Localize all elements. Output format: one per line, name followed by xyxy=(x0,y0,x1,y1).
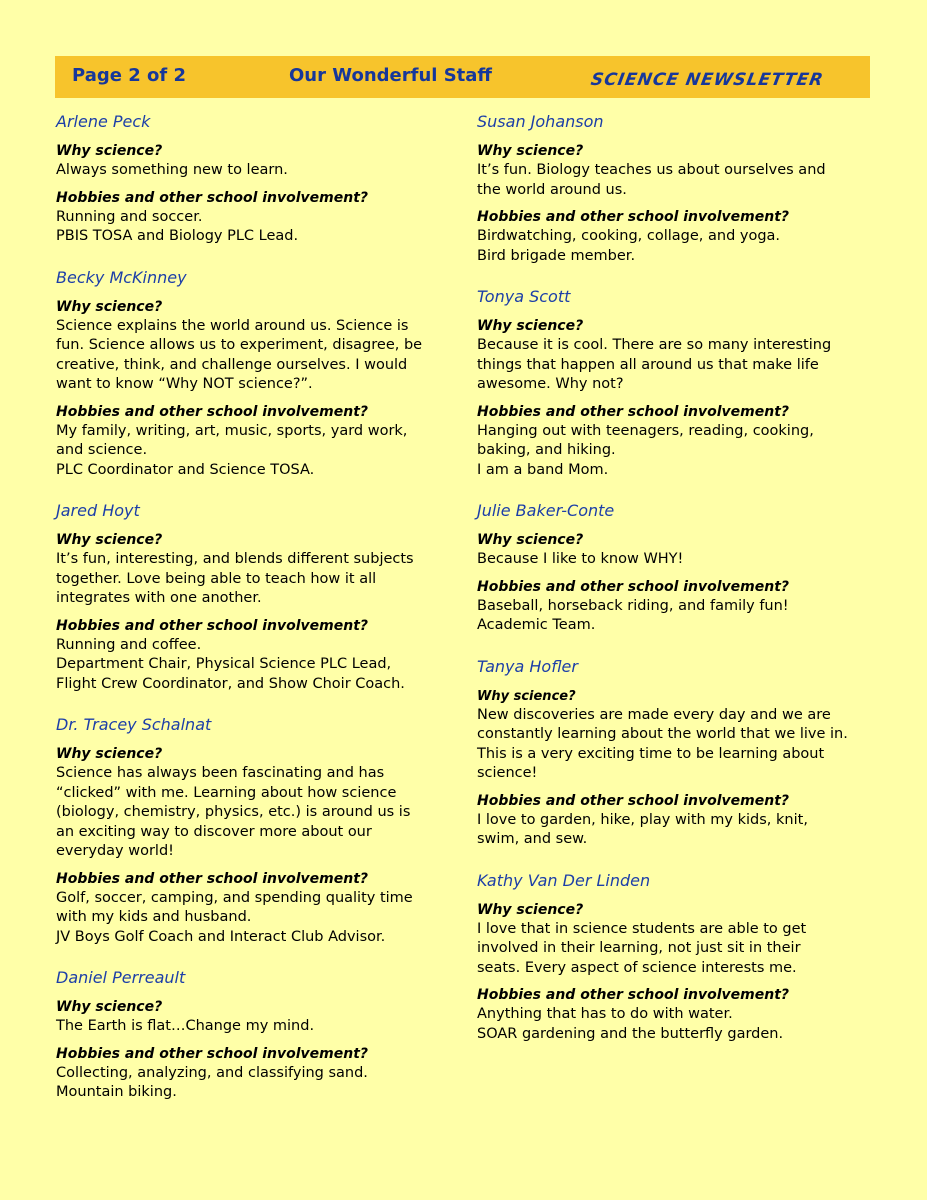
staff-name: Susan Johanson xyxy=(477,112,604,131)
answer-line: Science has always been fascinating and has xyxy=(56,765,385,781)
answer-line: Hanging out with teenagers, reading, cooking, xyxy=(477,422,814,439)
hobbies-answer xyxy=(477,227,872,266)
hobbies-answer xyxy=(56,889,456,948)
hobbies-answer xyxy=(477,1005,872,1044)
staff-name: Kathy Van Der Linden xyxy=(477,870,651,890)
answer-line: Anything that has to do with water. xyxy=(477,1006,733,1022)
hobbies-label: Hobbies and other school involvement? xyxy=(477,578,790,595)
answer-line: Golf, soccer, camping, and spending quality time xyxy=(56,889,413,906)
answer-line: Academic Team. xyxy=(477,617,596,633)
answer-line: and science. xyxy=(56,442,148,458)
hobbies-label: Hobbies and other school involvement? xyxy=(477,403,790,420)
why-science-answer xyxy=(477,161,872,200)
staff-name: Julie Baker-Conte xyxy=(477,501,615,520)
staff-entry xyxy=(56,266,456,481)
answer-line: Collecting, analyzing, and classifying sand. xyxy=(56,1064,368,1081)
why-science-label: Why science? xyxy=(477,688,576,704)
answer-line: Science explains the world around us. Science is xyxy=(56,317,409,334)
page-title: Our Wonderful Staff xyxy=(289,65,493,86)
answer-line: want to know “Why NOT science?”. xyxy=(56,376,313,392)
answer-line: I love to garden, hike, play with my kids, knit, xyxy=(477,811,808,828)
why-science-answer xyxy=(56,1017,456,1037)
answer-line: Flight Crew Coordinator, and Show Choir Coach. xyxy=(56,675,405,692)
hobbies-label: Hobbies and other school involvement? xyxy=(56,403,369,420)
answer-line: Baseball, horseback riding, and family fun! xyxy=(477,597,789,614)
answer-line: the world around us. xyxy=(477,181,627,198)
answer-line: Because it is cool. There are so many interesting xyxy=(477,337,832,353)
hobbies-label: Hobbies and other school involvement? xyxy=(477,209,790,225)
staff-entry xyxy=(56,110,456,247)
answer-line: seats. Every aspect of science interests me. xyxy=(477,959,797,976)
answer-line: integrates with one another. xyxy=(56,590,262,606)
staff-name: Jared Hoyt xyxy=(56,501,140,520)
staff-entry xyxy=(477,499,872,636)
why-science-answer xyxy=(477,550,872,570)
staff-name: Daniel Perreault xyxy=(56,968,186,987)
answer-line: Birdwatching, cooking, collage, and yoga. xyxy=(477,228,781,244)
answer-line: creative, think, and challenge ourselves. I would xyxy=(56,356,408,373)
why-science-label: Why science? xyxy=(477,901,584,918)
right-column xyxy=(477,110,872,1063)
hobbies-label: Hobbies and other school involvement? xyxy=(56,1045,369,1062)
answer-line: Department Chair, Physical Science PLC Lead, xyxy=(56,656,392,672)
hobbies-answer xyxy=(477,422,872,481)
answer-line: fun. Science allows us to experiment, disagree, be xyxy=(56,337,423,353)
staff-name: Becky McKinney xyxy=(56,267,187,287)
newsletter-brand: SCIENCE NEWSLETTER xyxy=(589,70,826,90)
staff-entry xyxy=(56,713,456,947)
answer-line: SOAR gardening and the butterfly garden. xyxy=(477,1025,784,1042)
answer-line: an exciting way to discover more about our xyxy=(56,823,372,840)
answer-line: with my kids and husband. xyxy=(56,909,252,925)
why-science-answer xyxy=(56,317,456,395)
answer-line: swim, and sew. xyxy=(477,831,588,847)
answer-line: “clicked” with me. Learning about how science xyxy=(56,784,397,801)
why-science-answer xyxy=(56,550,456,609)
answer-line: New discoveries are made every day and we are xyxy=(477,706,831,723)
hobbies-answer xyxy=(56,636,456,695)
staff-entry xyxy=(477,655,872,850)
answer-line: things that happen all around us that make life xyxy=(477,356,819,373)
answer-line: (biology, chemistry, physics, etc.) is around us is xyxy=(56,804,411,820)
staff-entry xyxy=(477,110,872,266)
hobbies-label: Hobbies and other school involvement? xyxy=(477,987,790,1003)
staff-name: Dr. Tracey Schalnat xyxy=(56,715,212,734)
answer-line: Because I like to know WHY! xyxy=(477,551,684,567)
answer-line: involved in their learning, not just sit in their xyxy=(477,940,801,956)
answer-line: awesome. Why not? xyxy=(477,376,624,392)
page-number: Page 2 of 2 xyxy=(72,65,186,86)
hobbies-answer xyxy=(56,208,456,247)
answer-line: constantly learning about the world that we live in. xyxy=(477,726,848,742)
why-science-answer xyxy=(477,336,872,395)
hobbies-answer xyxy=(477,811,872,850)
hobbies-label: Hobbies and other school involvement? xyxy=(56,617,369,634)
newsletter-header xyxy=(55,56,870,98)
answer-line: Bird brigade member. xyxy=(477,247,636,264)
why-science-label: Why science? xyxy=(56,532,163,548)
staff-name: Tanya Hofler xyxy=(477,656,578,676)
hobbies-label: Hobbies and other school involvement? xyxy=(56,870,369,887)
answer-line: science! xyxy=(477,765,538,781)
why-science-answer xyxy=(56,161,456,181)
answer-line: Always something new to learn. xyxy=(56,162,288,178)
answer-line: PLC Coordinator and Science TOSA. xyxy=(56,461,315,478)
why-science-label: Why science? xyxy=(56,999,163,1015)
staff-name: Tonya Scott xyxy=(477,287,571,306)
answer-line: Running and soccer. xyxy=(56,208,203,225)
hobbies-label: Hobbies and other school involvement? xyxy=(477,792,790,809)
why-science-answer xyxy=(56,764,456,862)
staff-entry xyxy=(477,285,872,480)
staff-name: Arlene Peck xyxy=(56,112,151,131)
answer-line: PBIS TOSA and Biology PLC Lead. xyxy=(56,228,299,244)
answer-line: I am a band Mom. xyxy=(477,461,609,478)
hobbies-answer xyxy=(56,1064,456,1103)
answer-line: This is a very exciting time to be learning about xyxy=(477,745,825,762)
answer-line: My family, writing, art, music, sports, yard work, xyxy=(56,422,408,439)
answer-line: I love that in science students are able to get xyxy=(477,920,807,937)
answer-line: It’s fun. Biology teaches us about ourselves and xyxy=(477,162,826,178)
left-column xyxy=(56,110,456,1122)
why-science-label: Why science? xyxy=(477,532,584,548)
hobbies-answer xyxy=(477,597,872,636)
staff-entry xyxy=(56,966,456,1103)
answer-line: Running and coffee. xyxy=(56,636,202,653)
answer-line: everyday world! xyxy=(56,843,174,859)
why-science-label: Why science? xyxy=(56,143,163,159)
staff-entry xyxy=(477,869,872,1045)
answer-line: It’s fun, interesting, and blends different subjects xyxy=(56,551,414,567)
answer-line: together. Love being able to teach how it all xyxy=(56,570,377,587)
answer-line: Mountain biking. xyxy=(56,1084,177,1100)
staff-entry xyxy=(56,499,456,694)
why-science-answer xyxy=(477,920,872,979)
why-science-label: Why science? xyxy=(56,298,163,315)
why-science-label: Why science? xyxy=(477,318,584,334)
answer-line: JV Boys Golf Coach and Interact Club Advisor. xyxy=(56,928,386,945)
why-science-answer xyxy=(477,706,872,784)
hobbies-label: Hobbies and other school involvement? xyxy=(56,189,369,206)
hobbies-answer xyxy=(56,422,456,481)
answer-line: The Earth is flat…Change my mind. xyxy=(56,1018,315,1034)
why-science-label: Why science? xyxy=(477,143,584,159)
answer-line: baking, and hiking. xyxy=(477,442,616,458)
why-science-label: Why science? xyxy=(56,746,163,762)
